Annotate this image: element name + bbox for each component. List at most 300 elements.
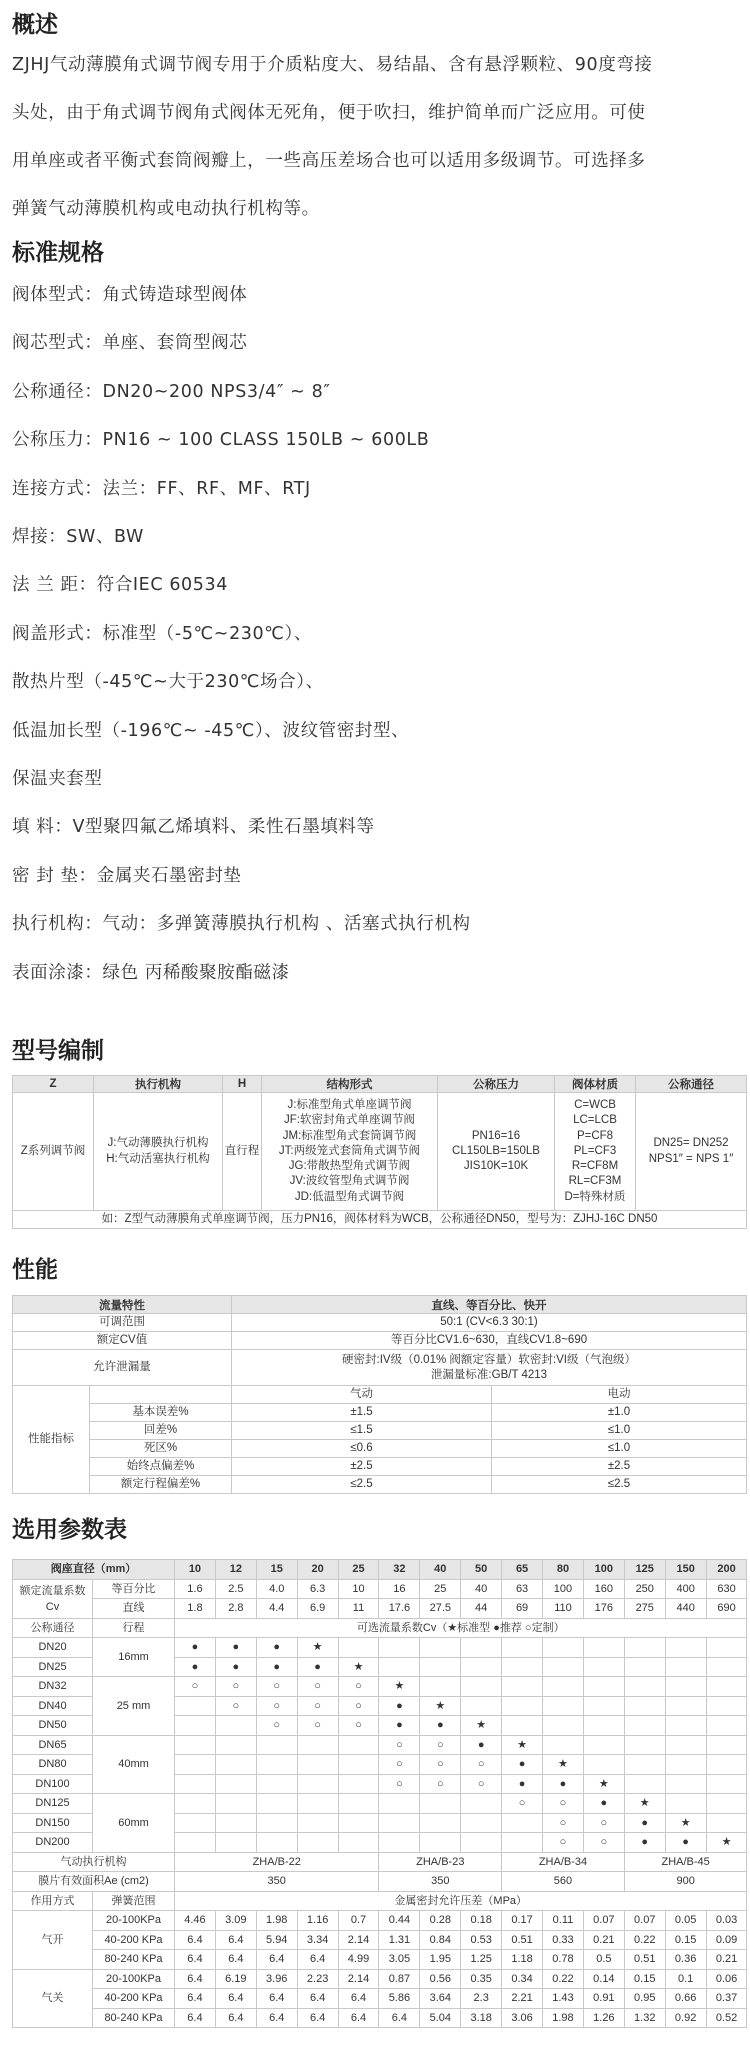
cv-label: 额定流量系数Cv [13, 1579, 93, 1618]
dn-row [13, 1735, 747, 1755]
cv-row [13, 1579, 747, 1599]
pressure-value: 1.95 [420, 1950, 461, 1970]
cv-value: 17.6 [379, 1599, 420, 1619]
cv-mark: ● [215, 1657, 256, 1677]
perf-sub-value: ±2.5 [492, 1458, 747, 1476]
dn-row [13, 1638, 747, 1658]
cv-mark [297, 1813, 338, 1833]
pressure-value: 0.7 [338, 1911, 379, 1931]
pressure-value: 6.4 [215, 1950, 256, 1970]
cv-mark: ● [256, 1638, 297, 1658]
perf-sub-blank [90, 1386, 232, 1404]
perf-sub-row [13, 1476, 747, 1494]
cv-mark: ★ [706, 1833, 747, 1853]
cv-mark [175, 1833, 216, 1853]
pressure-value: 0.15 [665, 1930, 706, 1950]
pressure-value: 6.4 [215, 1930, 256, 1950]
pressure-value: 0.18 [461, 1911, 502, 1931]
pressure-value: 6.4 [175, 1930, 216, 1950]
seat-size: 20 [297, 1560, 338, 1580]
pressure-value: 0.09 [706, 1930, 747, 1950]
cv-mark [502, 1638, 543, 1658]
cv-mark: ● [297, 1657, 338, 1677]
area-label: 膜片有效面积Ae (cm2) [13, 1872, 175, 1892]
cv-value: 4.0 [256, 1579, 297, 1599]
perf-sub-row [13, 1458, 747, 1476]
spec-item: 执行机构：气动：多弹簧薄膜执行机构 、活塞式执行机构 [12, 914, 471, 935]
cv-mark [461, 1696, 502, 1716]
cv-mark [175, 1716, 216, 1736]
cv-value: 10 [338, 1579, 379, 1599]
area-value: 560 [502, 1872, 625, 1892]
pressure-value: 1.98 [543, 2008, 584, 2028]
cv-row [13, 1599, 747, 1619]
seat-size: 32 [379, 1560, 420, 1580]
cv-mark [297, 1794, 338, 1814]
pressure-value: 0.34 [502, 1969, 543, 1989]
dn-label: DN50 [13, 1716, 93, 1736]
cv-mark [706, 1735, 747, 1755]
cv-mark [420, 1813, 461, 1833]
cv-value: 2.5 [215, 1579, 256, 1599]
cv-mark [256, 1833, 297, 1853]
cv-mark: ★ [583, 1774, 624, 1794]
cv-mark [175, 1794, 216, 1814]
cv-value: 27.5 [420, 1599, 461, 1619]
pressure-value: 5.86 [379, 1989, 420, 2009]
model-header: H [223, 1076, 262, 1093]
cv-mark [706, 1716, 747, 1736]
cv-value: 16 [379, 1579, 420, 1599]
cv-mark: ★ [624, 1794, 665, 1814]
overview-title: 概述 [12, 12, 58, 38]
cv-legend: 可选流量系数Cv（★标准型 ●推荐 ○定制） [175, 1618, 747, 1638]
dn-label: DN40 [13, 1696, 93, 1716]
cv-mark [583, 1696, 624, 1716]
actuator-row [13, 1852, 747, 1872]
cv-mark [706, 1774, 747, 1794]
cv-mark: ○ [543, 1813, 584, 1833]
select-title: 选用参数表 [12, 1517, 127, 1543]
cv-mark: ○ [420, 1735, 461, 1755]
perf-sub-value: ±1.5 [232, 1404, 492, 1422]
cv-mark [583, 1677, 624, 1697]
cv-mark: ○ [256, 1696, 297, 1716]
cv-mark: ● [175, 1657, 216, 1677]
cv-mark: ★ [420, 1696, 461, 1716]
perf-sub-value: ±1.0 [492, 1404, 747, 1422]
area-value: 900 [624, 1872, 747, 1892]
pressure-value: 5.94 [256, 1930, 297, 1950]
mode-header-row [13, 1891, 747, 1911]
stroke-value: 40mm [93, 1735, 175, 1794]
perf-header: 流量特性 [13, 1296, 232, 1314]
perf-sub-value: ≤1.0 [492, 1440, 747, 1458]
cv-mark: ★ [543, 1755, 584, 1775]
spec-item: 散热片型（-45℃~大于230℃场合）、 [12, 672, 324, 693]
spec-item: 保温夹套型 [12, 769, 103, 790]
cv-mark: ○ [338, 1677, 379, 1697]
cv-mark [502, 1833, 543, 1853]
cv-mark [502, 1677, 543, 1697]
cv-mark: ● [502, 1774, 543, 1794]
pressure-value: 1.32 [624, 2008, 665, 2028]
model-cell-line: DN25= DN252 [653, 1137, 729, 1150]
spec-item: 阀体型式：角式铸造球型阀体 [12, 285, 248, 305]
spec-item: 密 封 垫：金属夹石墨密封垫 [12, 865, 242, 886]
cv-mark [502, 1716, 543, 1736]
cv-mark [215, 1755, 256, 1775]
cv-mark: ○ [175, 1677, 216, 1697]
pressure-value: 6.4 [338, 1989, 379, 2009]
cv-mark: ● [502, 1755, 543, 1775]
overview-line: 头处，由于角式调节阀角式阀体无死角，便于吹扫，维护简单而广泛应用。可使 [12, 103, 646, 123]
cv-type: 直线 [93, 1599, 175, 1619]
perf-value: 等百分比CV1.6~630，直线CV1.8~690 [232, 1332, 747, 1350]
cv-mark [215, 1716, 256, 1736]
cv-value: 160 [583, 1579, 624, 1599]
perf-table [12, 1295, 747, 1494]
dn-row [13, 1794, 747, 1814]
perf-header-row [13, 1296, 747, 1314]
perf-sub-value: ≤1.5 [232, 1422, 492, 1440]
dn-header-row [13, 1618, 747, 1638]
cv-mark [624, 1677, 665, 1697]
perf-label: 额定CV值 [13, 1332, 232, 1350]
pressure-value: 0.07 [624, 1911, 665, 1931]
cv-mark: ★ [379, 1677, 420, 1697]
dn-label: DN100 [13, 1774, 93, 1794]
cv-mark: ● [624, 1833, 665, 1853]
cv-mark: ○ [297, 1696, 338, 1716]
pressure-value: 3.96 [256, 1969, 297, 1989]
cv-mark: ○ [461, 1774, 502, 1794]
model-body-row [13, 1093, 747, 1211]
cv-mark [256, 1813, 297, 1833]
cv-mark [420, 1833, 461, 1853]
pressure-value: 6.4 [338, 2008, 379, 2028]
cv-mark [420, 1657, 461, 1677]
cv-value: 25 [420, 1579, 461, 1599]
seat-size: 100 [583, 1560, 624, 1580]
cv-mark [665, 1735, 706, 1755]
pressure-value: 0.84 [420, 1930, 461, 1950]
cv-mark [297, 1735, 338, 1755]
cv-mark [420, 1677, 461, 1697]
pressure-row [13, 1930, 747, 1950]
perf-leak-line: 泄漏量标准:GB/T 4213 [430, 1368, 548, 1381]
cv-value: 440 [665, 1599, 706, 1619]
cv-mark [624, 1638, 665, 1658]
model-section [12, 1036, 104, 1066]
mode-name: 气关 [13, 1969, 93, 2028]
spec-list [12, 271, 747, 997]
actuator-model: ZHA/B-22 [175, 1852, 379, 1872]
cv-mark: ○ [379, 1774, 420, 1794]
pressure-row [13, 1911, 747, 1931]
seat-size: 50 [461, 1560, 502, 1580]
pressure-value: 3.64 [420, 1989, 461, 2009]
cv-mark [461, 1794, 502, 1814]
cv-mark [461, 1657, 502, 1677]
spec-item: 连接方式：法兰：FF、RF、MF、RTJ [12, 478, 311, 499]
cv-mark [706, 1638, 747, 1658]
seat-size: 12 [215, 1560, 256, 1580]
model-cell-line: J:标准型角式单座调节阀 [287, 1099, 412, 1112]
cv-mark [175, 1755, 216, 1775]
perf-section [12, 1255, 58, 1285]
pressure-value: 3.18 [461, 2008, 502, 2028]
seat-label: 阀座直径（mm） [13, 1560, 175, 1580]
cv-mark: ○ [338, 1696, 379, 1716]
pressure-value: 2.14 [338, 1930, 379, 1950]
perf-sub-header-row [13, 1386, 747, 1404]
cv-value: 100 [543, 1579, 584, 1599]
seat-size: 65 [502, 1560, 543, 1580]
cv-mark: ○ [461, 1755, 502, 1775]
model-header: 阀体材质 [555, 1076, 636, 1093]
cv-mark: ○ [379, 1735, 420, 1755]
spec-title: 标准规格 [12, 240, 104, 266]
spec-item: 低温加长型（-196℃~ -45℃）、波纹管密封型、 [12, 720, 410, 741]
perf-row [13, 1350, 747, 1386]
pressure-value: 0.44 [379, 1911, 420, 1931]
pressure-value: 6.4 [297, 2008, 338, 2028]
model-material-cell [555, 1093, 636, 1211]
pressure-value: 6.4 [175, 1950, 216, 1970]
pressure-value: 0.22 [624, 1930, 665, 1950]
model-title: 型号编制 [12, 1038, 104, 1064]
model-structure-cell [262, 1093, 438, 1211]
perf-sub-label: 基本误差% [90, 1404, 232, 1422]
cv-mark [543, 1735, 584, 1755]
actuator-model: ZHA/B-45 [624, 1852, 747, 1872]
cv-mark [338, 1735, 379, 1755]
stroke-value: 16mm [93, 1638, 175, 1677]
model-header: 公称压力 [438, 1076, 555, 1093]
cv-mark [175, 1696, 216, 1716]
pressure-value: 0.21 [706, 1950, 747, 1970]
cv-mark [379, 1638, 420, 1658]
stroke-header: 行程 [93, 1618, 175, 1638]
cv-mark: ○ [583, 1813, 624, 1833]
stroke-value: 60mm [93, 1794, 175, 1853]
perf-title: 性能 [12, 1257, 58, 1283]
cv-mark [175, 1774, 216, 1794]
spec-item: 阀芯型式：单座、套筒型阀芯 [12, 333, 248, 354]
pressure-value: 0.52 [706, 2008, 747, 2028]
pressure-value: 1.98 [256, 1911, 297, 1931]
model-cell-line: JIS10K=10K [463, 1160, 529, 1173]
cv-mark [338, 1794, 379, 1814]
dn-label: DN65 [13, 1735, 93, 1755]
cv-mark: ○ [502, 1794, 543, 1814]
model-diameter-cell [636, 1093, 747, 1211]
pressure-value: 0.15 [624, 1969, 665, 1989]
stroke-value: 25 mm [93, 1677, 175, 1736]
overview-line: 弹簧气动薄膜机构或电动执行机构等。 [12, 199, 320, 219]
model-cell-line: JD:低温型角式调节阀 [294, 1190, 405, 1203]
cv-mark [338, 1755, 379, 1775]
pressure-value: 5.04 [420, 2008, 461, 2028]
pressure-value: 6.4 [256, 1989, 297, 2009]
pressure-value: 0.14 [583, 1969, 624, 1989]
cv-mark [215, 1794, 256, 1814]
perf-sub-value: ±2.5 [232, 1458, 492, 1476]
cv-mark [706, 1696, 747, 1716]
overview-line: ZJHJ气动薄膜角式调节阀专用于介质粘度大、易结晶、含有悬浮颗粒、90度弯接 [12, 55, 653, 75]
pressure-value: 6.4 [256, 1950, 297, 1970]
pressure-value: 0.21 [583, 1930, 624, 1950]
model-cell-line: JG:带散热型角式调节阀 [288, 1160, 411, 1173]
overview-text [12, 41, 747, 233]
pressure-value: 1.26 [583, 2008, 624, 2028]
model-header: 执行机构 [94, 1076, 223, 1093]
pressure-value: 3.05 [379, 1950, 420, 1970]
perf-label: 可调范围 [13, 1314, 232, 1332]
cv-mark [543, 1696, 584, 1716]
cv-mark [624, 1716, 665, 1736]
cv-mark [624, 1774, 665, 1794]
perf-sub-body [13, 1386, 747, 1494]
model-header-row [13, 1076, 747, 1093]
spec-item: 焊接：SW、BW [12, 527, 144, 548]
cv-value: 250 [624, 1579, 665, 1599]
model-cell-line: P=CF8 [576, 1129, 614, 1142]
cv-mark [706, 1657, 747, 1677]
cv-value: 69 [502, 1599, 543, 1619]
pressure-value: 4.99 [338, 1950, 379, 1970]
pressure-row [13, 1969, 747, 1989]
perf-sub-row [13, 1422, 747, 1440]
actuator-model: ZHA/B-23 [379, 1852, 502, 1872]
cv-mark [215, 1813, 256, 1833]
mode-label: 作用方式 [13, 1891, 93, 1911]
area-value: 350 [175, 1872, 379, 1892]
cv-mark: ● [215, 1638, 256, 1658]
cv-mark: ● [256, 1657, 297, 1677]
cv-mark [297, 1755, 338, 1775]
pressure-value: 0.35 [461, 1969, 502, 1989]
pressure-row [13, 1989, 747, 2009]
cv-mark [175, 1735, 216, 1755]
pressure-value: 0.56 [420, 1969, 461, 1989]
cv-value: 40 [461, 1579, 502, 1599]
seat-size: 80 [543, 1560, 584, 1580]
cv-mark [665, 1794, 706, 1814]
cv-mark [706, 1755, 747, 1775]
cv-mark [583, 1716, 624, 1736]
mode-name: 气开 [13, 1911, 93, 1970]
pressure-value: 6.4 [175, 1969, 216, 1989]
cv-mark [297, 1833, 338, 1853]
cv-mark [175, 1813, 216, 1833]
model-header: Z [13, 1076, 94, 1093]
actuator-model: ZHA/B-34 [502, 1852, 625, 1872]
spec-item: 法 兰 距：符合IEC 60534 [12, 575, 228, 596]
cv-mark: ★ [502, 1735, 543, 1755]
pressure-value: 2.23 [297, 1969, 338, 1989]
cv-mark: ○ [583, 1833, 624, 1853]
cv-mark [624, 1696, 665, 1716]
cv-value: 1.8 [175, 1599, 216, 1619]
seat-size: 200 [706, 1560, 747, 1580]
dn-label: DN20 [13, 1638, 93, 1658]
spec-item: 公称压力：PN16 ~ 100 CLASS 150LB ~ 600LB [12, 430, 430, 451]
cv-mark [338, 1774, 379, 1794]
pressure-value: 6.4 [297, 1989, 338, 2009]
pressure-value: 1.18 [502, 1950, 543, 1970]
cv-mark [624, 1735, 665, 1755]
perf-sub-row [13, 1440, 747, 1458]
model-series: Z系列调节阀 [13, 1093, 94, 1211]
dn-label: DN125 [13, 1794, 93, 1814]
cv-mark [379, 1794, 420, 1814]
cv-value: 6.9 [297, 1599, 338, 1619]
cv-mark [583, 1735, 624, 1755]
model-cell-line: JF:软密封角式单座调节阀 [284, 1114, 415, 1127]
pressure-value: 3.06 [502, 2008, 543, 2028]
pressure-value: 0.36 [665, 1950, 706, 1970]
seat-size: 125 [624, 1560, 665, 1580]
cv-mark [665, 1755, 706, 1775]
cv-mark [502, 1696, 543, 1716]
spring-label: 弹簧范围 [93, 1891, 175, 1911]
seat-size: 25 [338, 1560, 379, 1580]
cv-mark: ○ [338, 1716, 379, 1736]
spring-range: 40-200 KPa [93, 1930, 175, 1950]
perf-row [13, 1314, 747, 1332]
cv-mark [297, 1774, 338, 1794]
spec-item: 公称通径：DN20~200 NPS3/4″ ~ 8″ [12, 381, 331, 402]
cv-value: 63 [502, 1579, 543, 1599]
cv-value: 400 [665, 1579, 706, 1599]
cv-mark [543, 1638, 584, 1658]
cv-mark [624, 1657, 665, 1677]
pressure-value: 1.43 [543, 1989, 584, 2009]
perf-label: 允许泄漏量 [13, 1350, 232, 1386]
cv-mark [543, 1677, 584, 1697]
cv-mark: ○ [420, 1774, 461, 1794]
perf-sub-label: 回差% [90, 1422, 232, 1440]
spec-item: 阀盖形式：标准型（-5℃~230℃）、 [12, 623, 312, 644]
cv-mark [665, 1774, 706, 1794]
cv-mark [665, 1638, 706, 1658]
pressure-value: 0.07 [583, 1911, 624, 1931]
pressure-value: 1.16 [297, 1911, 338, 1931]
model-cell-line: J:气动薄膜执行机构 [107, 1137, 209, 1150]
pressure-value: 1.25 [461, 1950, 502, 1970]
cv-mark [665, 1657, 706, 1677]
cv-mark: ● [379, 1696, 420, 1716]
cv-mark [624, 1755, 665, 1775]
cv-mark: ● [665, 1833, 706, 1853]
pressure-value: 1.31 [379, 1930, 420, 1950]
pressure-row [13, 1950, 747, 1970]
cv-mark [338, 1638, 379, 1658]
pressure-value: 0.92 [665, 2008, 706, 2028]
pressure-value: 2.21 [502, 1989, 543, 2009]
overview-line: 用单座或者平衡式套筒阀瓣上，一些高压差场合也可以适用多级调节。可选择多 [12, 151, 646, 171]
cv-mark [583, 1657, 624, 1677]
cv-mark [665, 1677, 706, 1697]
pressure-value: 0.11 [543, 1911, 584, 1931]
pressure-value: 4.46 [175, 1911, 216, 1931]
pressure-value: 6.4 [256, 2008, 297, 2028]
spring-range: 80-240 KPa [93, 2008, 175, 2028]
cv-mark [420, 1638, 461, 1658]
cv-mark [379, 1813, 420, 1833]
